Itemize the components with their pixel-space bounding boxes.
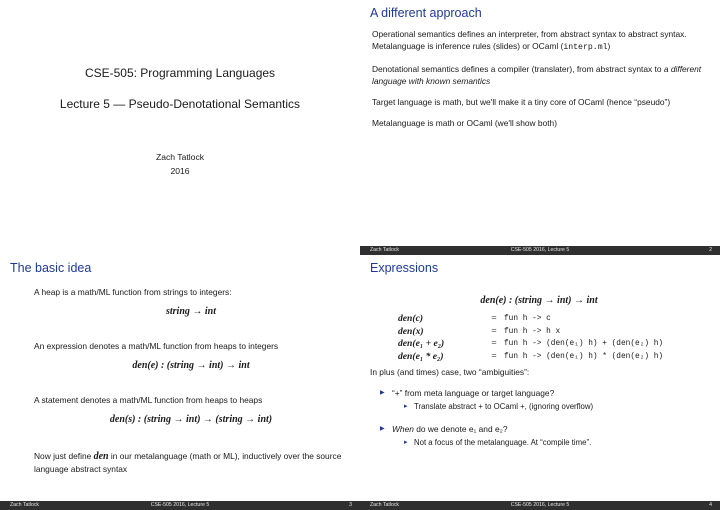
- paragraph-operational: [372, 28, 708, 54]
- slide-different-approach: [360, 0, 720, 255]
- bullet-text: do we denote e₁ and e₂?: [413, 424, 508, 434]
- text: ): [607, 41, 611, 51]
- slide-body: [34, 286, 348, 475]
- title-slide: [0, 0, 360, 255]
- equation-row: [398, 338, 663, 351]
- lecture-title: Lecture 5 — Pseudo-Denotational Semantics: [59, 97, 301, 111]
- sub-bullet-item: ▸ Not a focus of the metalanguage. At “compile time”.: [404, 437, 708, 449]
- text: in our metalanguage (math or ML), inductively over the source language abstract syntax: [34, 451, 342, 474]
- footer-title: CSE-505 2016, Lecture 5: [150, 502, 210, 508]
- sub-bullet-list: [404, 401, 708, 413]
- eq-sign: =: [491, 338, 497, 350]
- footer-bar: [0, 501, 360, 510]
- eq-sign: =: [491, 313, 497, 325]
- eq-rhs: fun h -> (den(e₁) h) + (den(e₂) h): [504, 340, 664, 349]
- author-name: Zach Tatlock: [155, 152, 205, 162]
- page-number: 2: [709, 247, 712, 253]
- eq-sign: =: [491, 325, 497, 337]
- paragraph-ambiguities: In plus (and times) case, two “ambiguities”:: [370, 367, 530, 377]
- eq-lhs: den(e₁ + e₂): [398, 338, 445, 350]
- slide-title: A different approach: [370, 6, 482, 20]
- text: Now just define: [34, 451, 94, 461]
- page-number: 4: [709, 502, 712, 508]
- eq-lhs: den(e₁ * e₂): [398, 350, 444, 362]
- page-number: 3: [349, 502, 352, 508]
- eq-lhs: den(x): [398, 325, 424, 337]
- equation-table: [398, 313, 663, 363]
- math-expression-type: den(e) : (string → int) → int: [132, 360, 250, 371]
- slide-expressions: [360, 255, 720, 510]
- text: Denotational semantics defines a compiler (translater), from abstract syntax to: [372, 64, 664, 74]
- eq-rhs: fun h -> c: [504, 315, 551, 324]
- paragraph-statement: A statement denotes a math/ML function from heaps to heaps: [34, 395, 263, 405]
- paragraph-expression: An expression denotes a math/ML function from heaps to integers: [34, 341, 279, 351]
- paragraph-define-den: [34, 450, 348, 475]
- slide-basic-idea: [0, 255, 360, 510]
- italic-text: When: [392, 424, 414, 434]
- bullet-text: “+” from meta language or target language?: [392, 388, 555, 398]
- math-den: den: [93, 451, 109, 462]
- footer-author: Zach Tatlock: [370, 247, 400, 253]
- math-heap-type: string → int: [165, 306, 217, 317]
- bullet-item: [380, 423, 708, 449]
- eq-rhs: fun h -> (den(e₁) h) * (den(e₂) h): [504, 352, 664, 361]
- paragraph-heap: A heap is a math/ML function from strings to integers:: [34, 287, 232, 297]
- slide-title: The basic idea: [10, 261, 92, 275]
- course-title: CSE-505: Programming Languages: [84, 66, 276, 80]
- italic-text: a different language with known semantics: [372, 64, 702, 86]
- sub-bullet-item: ▸ Translate abstract + to OCaml +, (ignoring overflow): [404, 401, 708, 413]
- year: 2016: [170, 166, 190, 176]
- footer-title: CSE-505 2016, Lecture 5: [510, 502, 570, 508]
- paragraph-target: Target language is math, but we'll make it a tiny core of OCaml (hence “pseudo”): [372, 97, 671, 107]
- slide-body: [370, 295, 708, 457]
- footer-author: Zach Tatlock: [10, 502, 40, 508]
- equation-row: [398, 351, 663, 364]
- slide-title: Expressions: [370, 261, 439, 275]
- bullet-item: [380, 387, 708, 413]
- equation-row: [398, 326, 663, 339]
- text: Operational semantics defines an interpreter, from abstract syntax to abstract syntax. Metalanguage is inference rules (slides) or OCaml (: [372, 29, 687, 51]
- footer-author: Zach Tatlock: [370, 502, 400, 508]
- paragraph-denotational: [372, 63, 708, 87]
- math-statement-type: den(s) : (string → int) → (string → int): [109, 414, 273, 425]
- sub-bullet-list: [404, 437, 708, 449]
- code-text: interp.ml: [563, 43, 608, 52]
- paragraph-metalanguage: Metalanguage is math or OCaml (we'll show both): [372, 118, 557, 128]
- eq-rhs: fun h -> h x: [504, 327, 561, 336]
- eq-sign: =: [491, 350, 497, 362]
- slide-body: [372, 28, 708, 138]
- equation-row: [398, 313, 663, 326]
- footer-bar: [360, 246, 720, 255]
- math-signature: den(e) : (string → int) → int: [480, 295, 598, 306]
- bullet-list: [380, 387, 708, 449]
- footer-title: CSE-505 2016, Lecture 5: [510, 247, 570, 253]
- eq-lhs: den(c): [398, 313, 424, 325]
- footer-bar: [360, 501, 720, 510]
